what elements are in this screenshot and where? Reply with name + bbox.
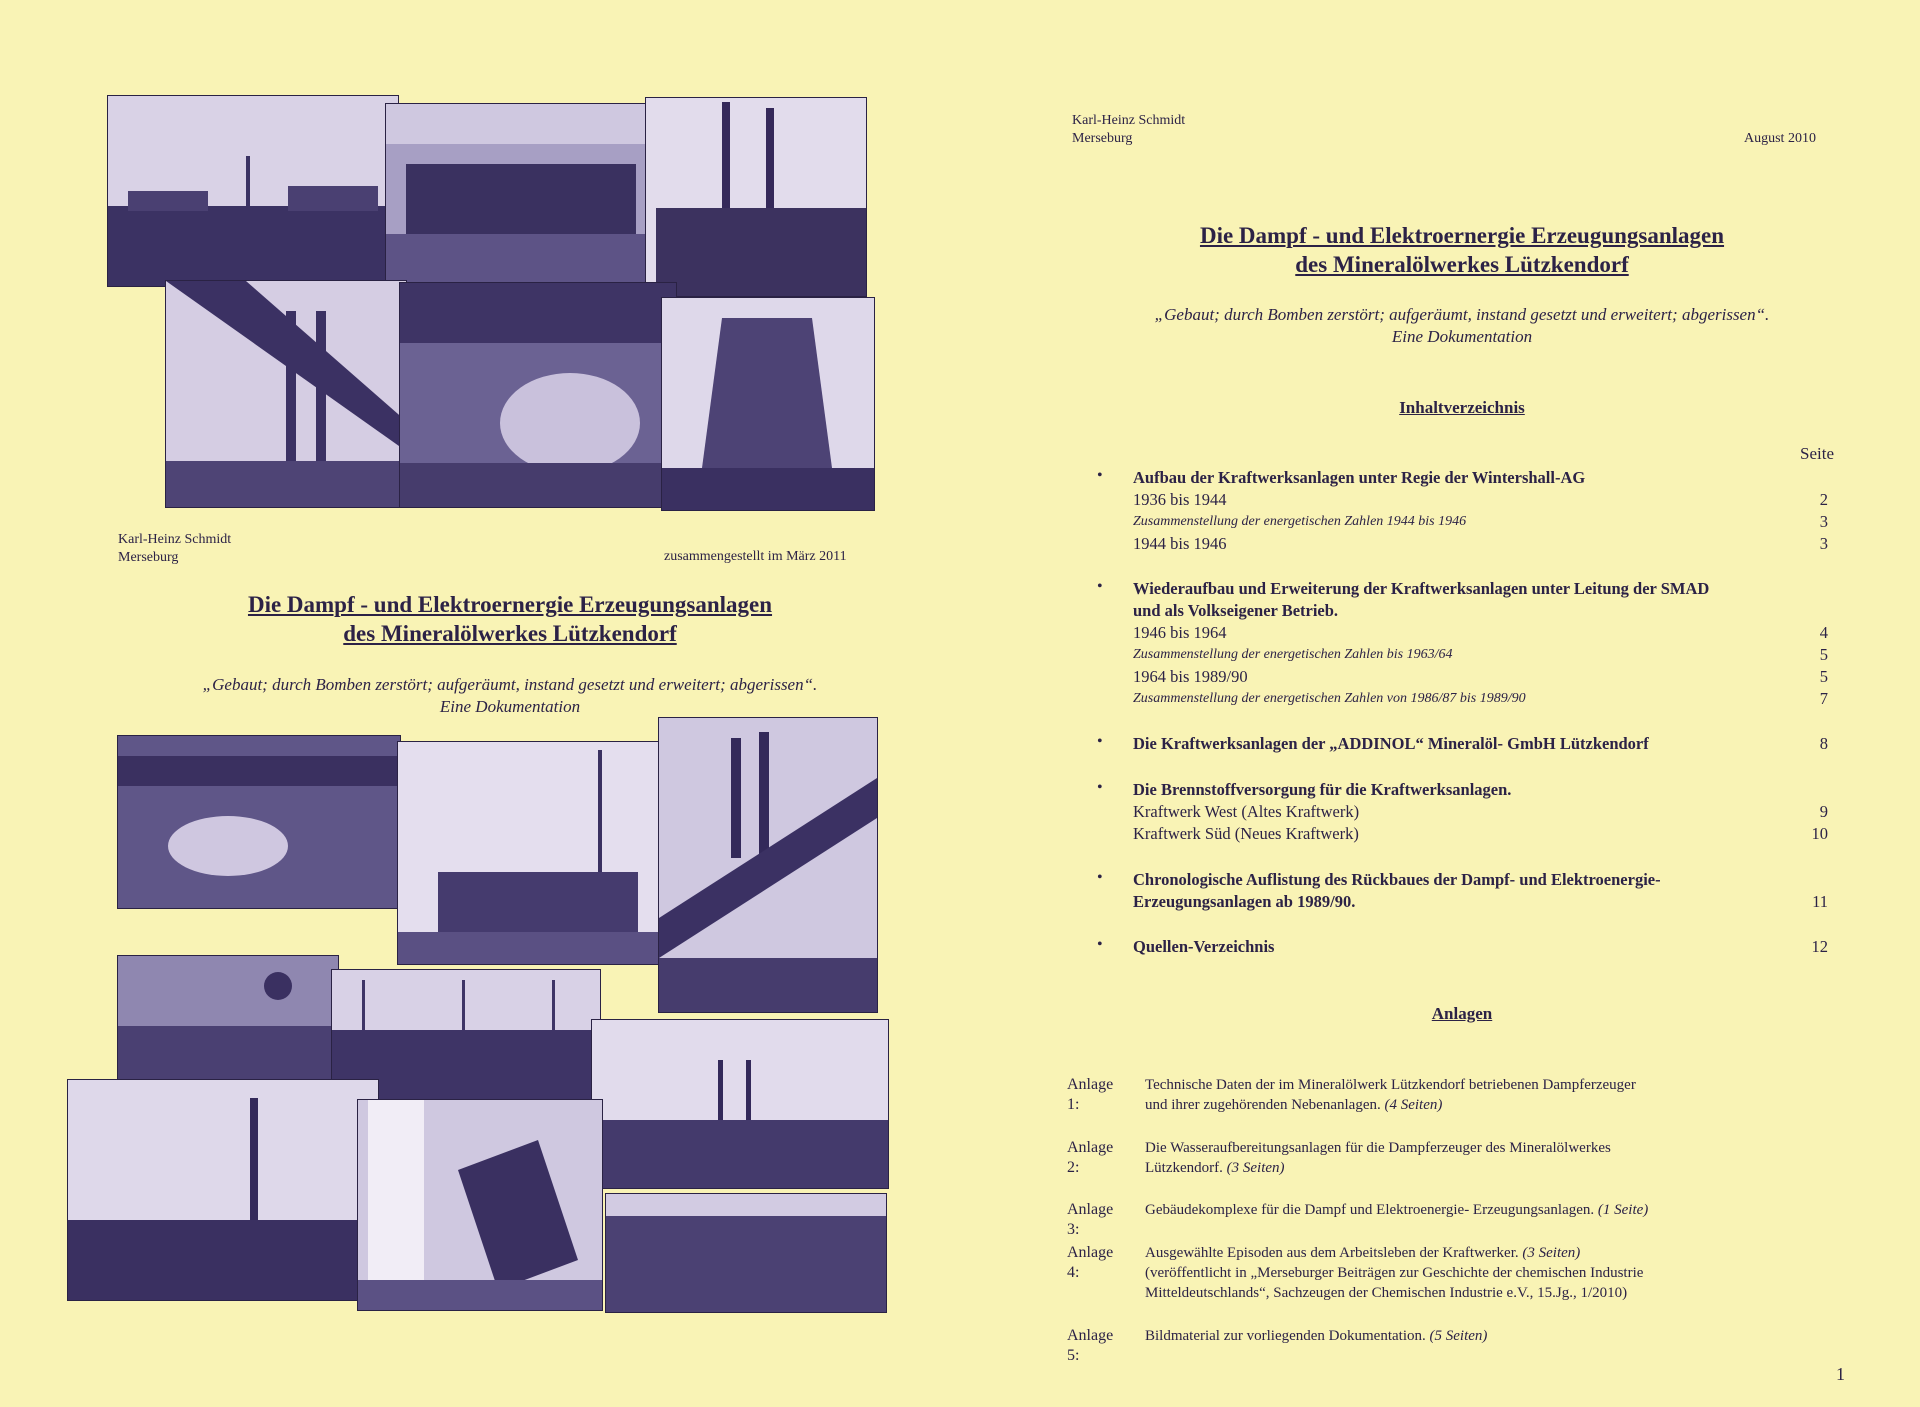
left-compiled-date: zusammengestellt im März 2011 [664,549,847,564]
bullet-icon: • [1097,869,1103,886]
bullet-icon: • [1097,733,1103,750]
photo-turbine-hall [400,283,676,507]
toc-page: 11 [1812,892,1828,911]
photo-industrial-skyline [108,96,398,286]
right-city: Merseburg [1072,131,1133,146]
toc-section-5 [1097,869,1828,913]
photo-boiler-machinery [118,736,400,908]
toc-row: Kraftwerk West (Altes Kraftwerk) 9 [1133,802,1828,821]
toc-section-title: Wiederaufbau und Erweiterung der Kraftwerksanlagen unter Leitung der SMAD [1133,579,1710,598]
left-title-line1: Die Dampf - und Elektroernergie Erzeugungsanlagen [247,592,773,617]
photo-empty-field [606,1194,886,1312]
right-motto-line1: „Gebaut; durch Bomben zerstört; aufgeräumt, instand gesetzt und erweitert; abgerissen“. [1154,305,1770,324]
photo-control-room [386,104,656,284]
toc-section-title: Quellen-Verzeichnis [1133,937,1275,956]
toc-section-title: Chronologische Auflistung des Rückbaues der Dampf- und Elektroenergie- [1133,870,1661,889]
photo-cooling-tower [662,298,874,510]
toc-section-4 [1097,779,1828,845]
toc-section-title: Aufbau der Kraftwerksanlagen unter Regie der Wintershall-AG [1133,468,1586,487]
toc-row: Zusammenstellung der energetischen Zahlen bis 1963/64 5 [1133,645,1828,664]
toc-page: 12 [1811,937,1828,956]
toc-row: 1936 bis 1944 2 [1133,490,1828,509]
photo-conveyor-chimneys [166,281,406,507]
page-column-label: Seite [1800,444,1834,463]
photo-chimney-demolition [358,1100,602,1310]
toc-row: 1944 bis 1946 3 [1133,534,1828,553]
photo-plant-panorama [592,1020,888,1188]
bullet-icon: • [1097,936,1103,953]
photo-demolition-worker [118,956,338,1086]
toc-row: 1964 bis 1989/90 5 [1133,667,1828,686]
photo-power-plant-chimneys [646,98,866,296]
right-title-line1: Die Dampf - und Elektroernergie Erzeugungsanlagen [1199,223,1725,248]
page-number: 1 [1836,1364,1845,1384]
left-title-line2: des Mineralölwerkes Lützkendorf [343,621,677,646]
toc-section-title: Die Kraftwerksanlagen der „ADDINOL“ Mineralöl- GmbH Lützkendorf [1133,734,1649,753]
toc-section-title: Die Brennstoffversorgung für die Kraftwerksanlagen. [1133,780,1512,799]
right-author: Karl-Heinz Schmidt [1072,113,1186,128]
toc-row: Zusammenstellung der energetischen Zahlen 1944 bis 1946 3 [1133,512,1828,531]
right-motto-line2: Eine Dokumentation [1391,327,1533,346]
bullet-icon: • [1097,779,1103,796]
toc-section-1 [1097,467,1828,555]
toc-row: 1946 bis 1964 4 [1133,623,1828,642]
toc-section-2 [1097,578,1828,710]
toc-page: 8 [1819,734,1828,753]
toc-section-title-cont: und als Volkseigener Betrieb. [1133,601,1339,620]
toc-row: Kraftwerk Süd (Neues Kraftwerk) 10 [1133,824,1828,843]
bullet-icon: • [1097,467,1103,484]
toc-section-6 [1097,936,1828,958]
left-author: Karl-Heinz Schmidt [118,532,232,547]
left-motto-line2: Eine Dokumentation [439,697,581,716]
bullet-icon: • [1097,578,1103,595]
toc-heading: Inhaltverzeichnis [1399,398,1525,417]
left-city: Merseburg [118,550,179,565]
left-motto-line1: „Gebaut; durch Bomben zerstört; aufgeräumt, instand gesetzt und erweitert; abgerissen“. [202,675,818,694]
right-title-line2: des Mineralölwerkes Lützkendorf [1295,252,1629,277]
photo-field-chimney [68,1080,378,1300]
toc-row: Zusammenstellung der energetischen Zahlen von 1986/87 bis 1989/90 7 [1133,689,1828,708]
annex-heading: Anlagen [1431,1004,1493,1023]
photo-factory-building [398,742,672,964]
photo-chimneys-smoke [659,718,877,1012]
toc-section-title-cont: Erzeugungsanlagen ab 1989/90. [1133,892,1356,911]
right-date: August 2010 [1744,131,1816,146]
toc-section-3 [1097,733,1828,755]
